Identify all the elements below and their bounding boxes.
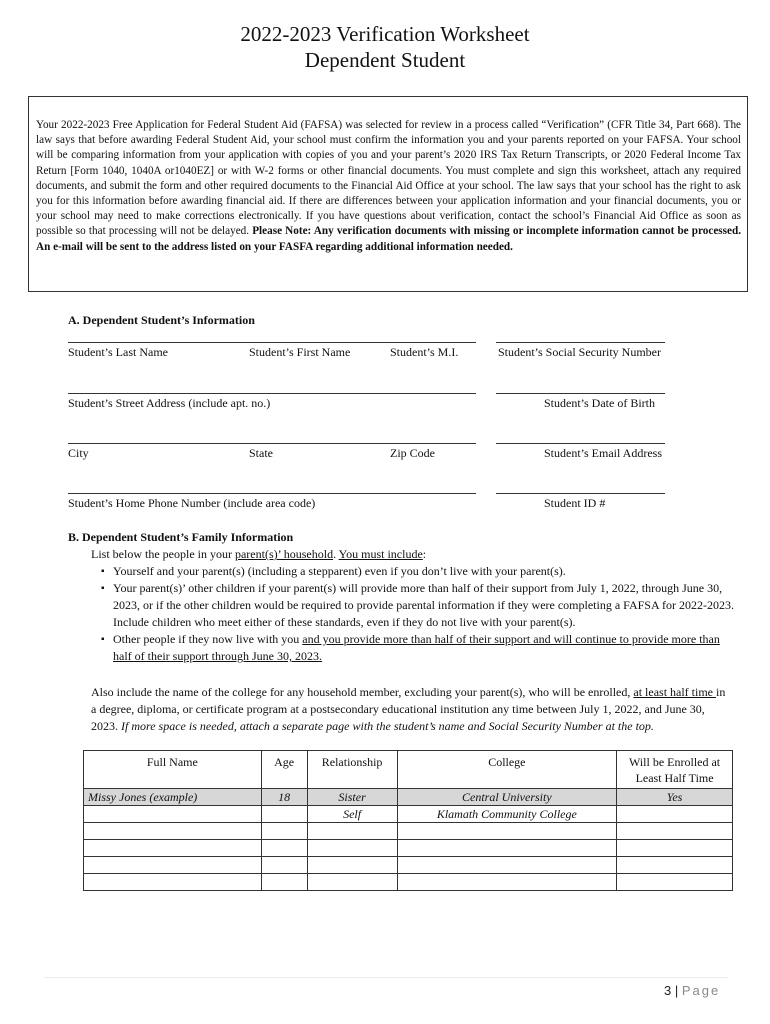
table-cell[interactable]	[307, 840, 397, 857]
dob-label: Student’s Date of Birth	[544, 396, 655, 410]
ssn-line[interactable]	[496, 342, 665, 343]
student-id-line[interactable]	[496, 493, 665, 494]
list-item: ▪ Other people if they now live with you and you provide more than half of their support and will continue to provide more than half of their support through June 30, 2023.	[91, 631, 736, 665]
student-id-label: Student ID #	[544, 496, 606, 510]
table-cell[interactable]	[307, 874, 397, 891]
table-cell: Central University	[397, 789, 617, 806]
table-cell[interactable]	[261, 806, 307, 823]
table-cell[interactable]	[261, 823, 307, 840]
page-separator: |	[671, 983, 682, 998]
table-cell[interactable]	[261, 840, 307, 857]
table-cell[interactable]	[617, 823, 733, 840]
table-row[interactable]	[84, 840, 733, 857]
footer-divider	[44, 977, 728, 978]
table-cell[interactable]	[307, 857, 397, 874]
page-subtitle: Dependent Student	[304, 48, 466, 72]
city-line[interactable]	[68, 443, 476, 444]
table-row-example	[84, 789, 733, 806]
street-line[interactable]	[68, 393, 476, 394]
intro-text: Your 2022-2023 Free Application for Federal Student Aid (FAFSA) was selected for review in a process called “Verification” (CFR Title 34, Part 668). The law says that before awarding Federal Student Aid, your school must confirm the information you and your parents reported on your FAFSA. Your school will be comparing information from your application with copies of you and your parent’s 2020 IRS Tax Return Transcripts, or 2020 Federal Income Tax Return [Form 1040, 1040A or1040EZ] or with W-2 forms or other financial documents. You must complete and sign this worksheet, attach any required documents, and submit the form and other required documents to the Financial Aid Office at your school. The law says that your school has the right to ask you for this information before awarding financial aid. If there are differences between your application information and your financial documents, you or your school may need to make corrections electronically. If you have questions about verification, contact the school’s Financial Aid Office as soon as possible so that processing will not be delayed.	[36, 119, 741, 238]
table-cell[interactable]: Self	[307, 806, 397, 823]
table-row[interactable]	[84, 806, 733, 823]
street-label: Student’s Street Address (include apt. no.)	[68, 396, 271, 410]
table-cell[interactable]	[397, 823, 617, 840]
intro-box	[28, 96, 748, 292]
include-list	[91, 563, 736, 665]
last-name-label: Student’s Last Name	[68, 345, 168, 359]
table-cell[interactable]	[617, 857, 733, 874]
table-cell: Sister	[307, 789, 397, 806]
section-a-heading: A. Dependent Student’s Information	[68, 313, 255, 327]
table-cell[interactable]	[617, 806, 733, 823]
phone-label: Student’s Home Phone Number (include area code)	[68, 496, 316, 510]
table-cell[interactable]	[84, 874, 262, 891]
mi-label: Student’s M.I.	[390, 345, 459, 359]
table-cell: Missy Jones (example)	[84, 789, 262, 806]
table-row[interactable]	[84, 857, 733, 874]
col-header-age: Age	[261, 751, 307, 789]
table-cell: Yes	[617, 789, 733, 806]
section-b-heading: B. Dependent Student’s Family Information	[68, 530, 294, 544]
city-label: City	[68, 446, 89, 460]
family-instructions	[91, 546, 736, 665]
list-item: ▪ Yourself and your parent(s) (including a stepparent) even if you don’t live with your parent(s).	[91, 563, 736, 580]
table-cell: 18	[261, 789, 307, 806]
zip-label: Zip Code	[390, 446, 435, 460]
table-cell[interactable]: Klamath Community College	[397, 806, 617, 823]
state-label: State	[249, 446, 273, 460]
page-title: 2022-2023 Verification Worksheet	[240, 22, 530, 46]
college-instructions: Also include the name of the college for any household member, excluding your parent(s), who will be enrolled, at least half time in a degree, diploma, or certificate program at a postsecondary educational institution any time between July 1, 2022, and June 30, 2023. If more space is needed, attach a separate page with the student’s name and Social Security Number at the top.	[91, 685, 726, 733]
family-table	[83, 750, 733, 891]
table-cell[interactable]	[84, 823, 262, 840]
table-cell[interactable]	[397, 874, 617, 891]
page-footer	[664, 983, 720, 998]
table-header-row	[84, 751, 733, 789]
col-header-enrolled: Will be Enrolled at Least Half Time	[617, 751, 733, 789]
table-cell[interactable]	[307, 823, 397, 840]
col-header-college: College	[397, 751, 617, 789]
list-intro: List below the people in your parent(s)’ household. You must include:	[91, 547, 427, 561]
col-header-full-name: Full Name	[84, 751, 262, 789]
email-label: Student’s Email Address	[544, 446, 662, 460]
intro-note: Please Note: Any verification documents with missing or incomplete information cannot be processed. An e-mail will be sent to the address listed on your FASFA regarding additional information needed.	[36, 225, 741, 253]
table-row[interactable]	[84, 874, 733, 891]
phone-line[interactable]	[68, 493, 476, 494]
table-cell[interactable]	[261, 874, 307, 891]
page-number: 3	[664, 983, 672, 998]
ssn-label: Student’s Social Security Number	[498, 345, 661, 359]
table-cell[interactable]	[84, 806, 262, 823]
col-header-relationship: Relationship	[307, 751, 397, 789]
email-line[interactable]	[496, 443, 665, 444]
table-cell[interactable]	[84, 840, 262, 857]
table-cell[interactable]	[617, 874, 733, 891]
table-cell[interactable]	[261, 857, 307, 874]
table-cell[interactable]	[617, 840, 733, 857]
table-row[interactable]	[84, 823, 733, 840]
table-cell[interactable]	[84, 857, 262, 874]
name-line[interactable]	[68, 342, 476, 343]
table-cell[interactable]	[397, 840, 617, 857]
first-name-label: Student’s First Name	[249, 345, 351, 359]
page-label: Page	[681, 983, 721, 998]
table-cell[interactable]	[397, 857, 617, 874]
list-item: ▪ Your parent(s)’ other children if your parent(s) will provide more than half of their support from July 1, 2022, through June 30, 2023, or if the other children would be required to provide parental information if they were completing a FAFSA for 2022-2023. Include children who meet either of these standards, even if they do not live with your parent(s).	[91, 580, 736, 631]
dob-line[interactable]	[496, 393, 665, 394]
